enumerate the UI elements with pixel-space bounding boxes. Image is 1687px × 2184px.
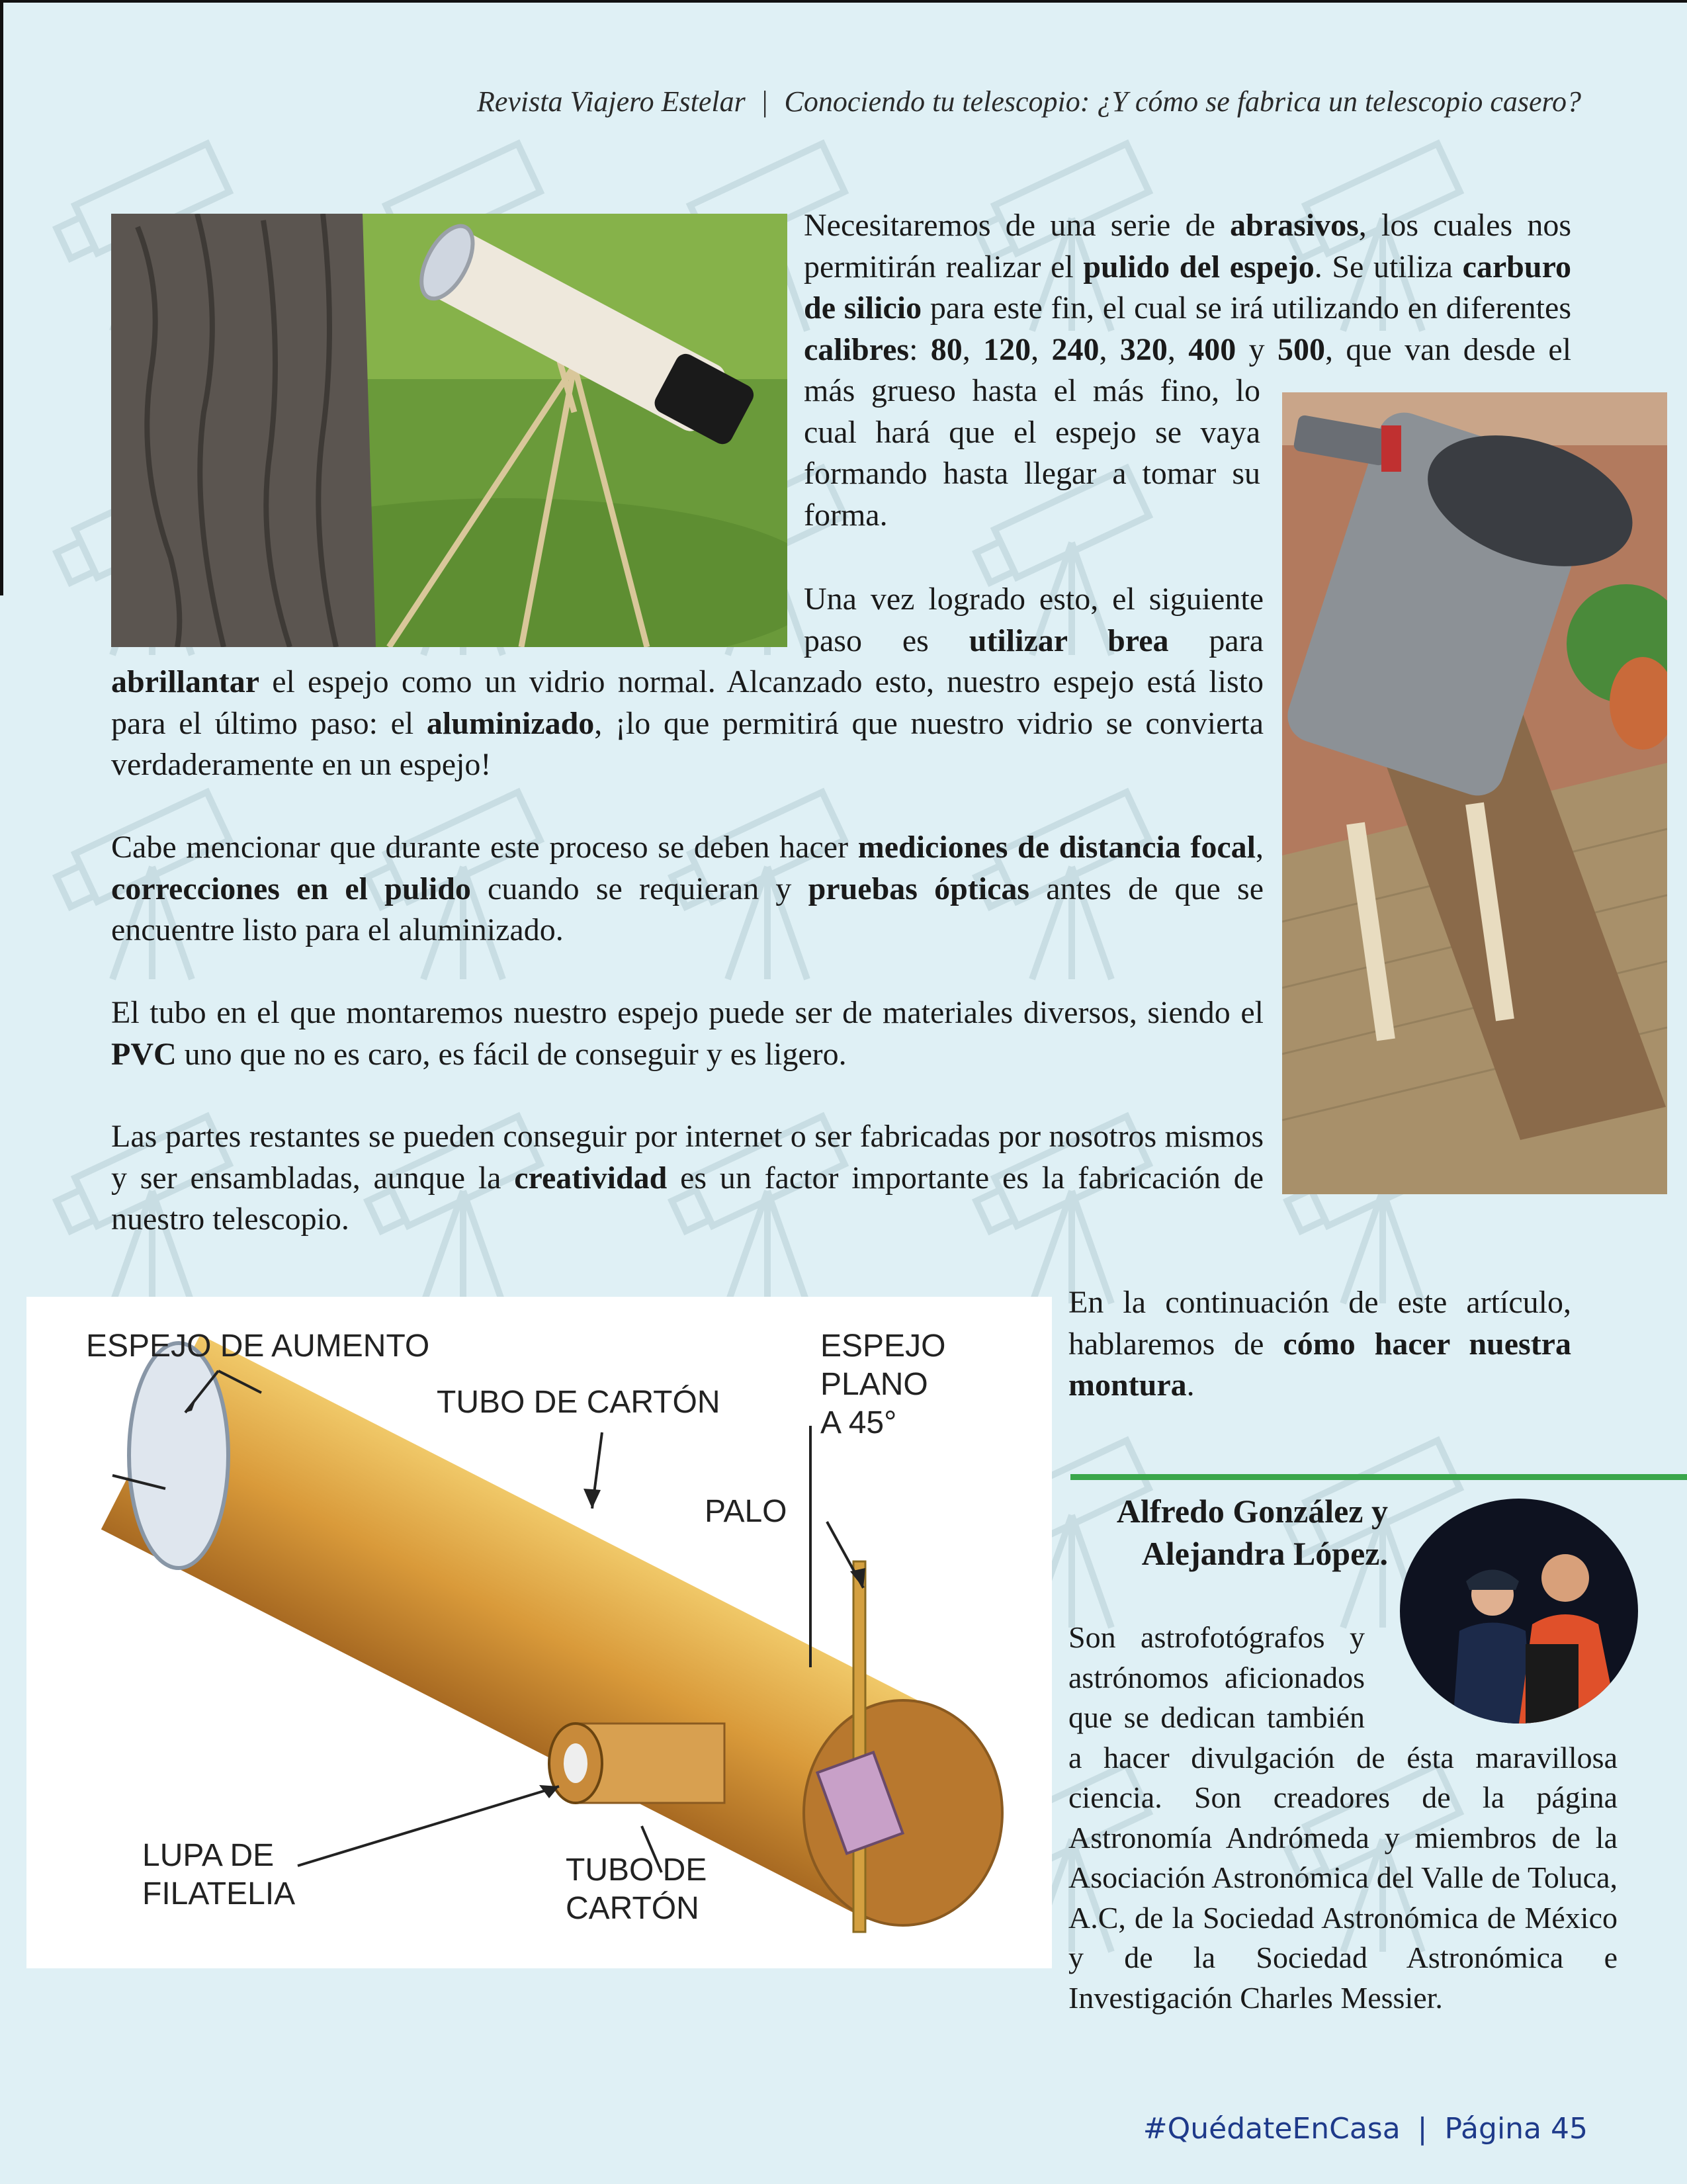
label-espejo-aumento: ESPEJO DE AUMENTO <box>86 1329 430 1364</box>
paragraph-continuacion: En la continuación de este artículo, hablaremos de cómo hacer nuestra montura. <box>1068 1285 1571 1403</box>
label-espejo-plano-3: A 45° <box>820 1405 897 1440</box>
label-palo: PALO <box>705 1494 787 1529</box>
stick-rod <box>853 1561 865 1932</box>
page-footer <box>1125 2112 1588 2146</box>
magazine-name: Revista Viajero Estelar <box>477 85 746 118</box>
label-tubo-carton-b1: TUBO DE <box>566 1853 707 1888</box>
diagram-cardboard-telescope <box>26 1297 1052 1968</box>
label-lupa-2: FILATELIA <box>142 1876 296 1911</box>
paragraph-abrillantar: Una vez logrado esto, el siguiente paso es utilizar brea para abrillantar el espejo como un vidrio normal. Alcanzado esto, nuestro espejo está listo para el último paso: el aluminizado, ¡lo que permitirá que nuestro vidrio se convierta verdaderamente en un espejo! <box>111 582 1264 782</box>
label-tubo-carton-b2: CARTÓN <box>566 1891 699 1926</box>
author-line-1: Alfredo González y <box>1116 1493 1388 1530</box>
hashtag: #QuédateEnCasa <box>1143 2112 1401 2146</box>
author-bio: Son astrofotógrafos y astrónomos aficionados que se dedican también a hacer divulgación de ésta maravillosa ciencia. Son creadores de la página Astronomía Andrómeda y miembros de la Asociación Astronómica del Valle de Toluca, A.C, de la Sociedad Astronómica de México y de la Sociedad Astronómica e Investigación Charles Messier. <box>1068 1620 1618 2015</box>
paragraph-partes-restantes: Las partes restantes se pueden conseguir por internet o ser fabricadas por nosotros mismos y ser ensambladas, aunque la creatividad es un factor importante es la fabricación de nuestro telescopio. <box>111 1119 1264 1237</box>
running-header <box>423 85 1581 118</box>
label-espejo-plano-1: ESPEJO <box>820 1329 946 1364</box>
author-names <box>1070 1490 1388 1575</box>
label-tubo-carton-top: TUBO DE CARTÓN <box>437 1385 720 1420</box>
label-lupa-1: LUPA DE <box>142 1838 275 1873</box>
section-divider <box>1070 1474 1687 1480</box>
page-number: Página 45 <box>1444 2112 1588 2146</box>
header-separator: | <box>761 85 768 118</box>
footer-separator: | <box>1417 2112 1428 2146</box>
paragraph-mediciones: Cabe mencionar que durante este proceso se deben hacer mediciones de distancia focal, correcciones en el pulido cuando se requieran y pruebas ópticas antes de que se encuentre listo para el aluminizado. <box>111 830 1264 947</box>
article-title: Conociendo tu telescopio: ¿Y cómo se fabrica un telescopio casero? <box>784 85 1581 118</box>
paragraph-tubo-pvc: El tubo en el que montaremos nuestro espejo puede ser de materiales diversos, siendo el PVC uno que no es caro, es fácil de conseguir y es ligero. <box>111 995 1264 1072</box>
label-espejo-plano-2: PLANO <box>820 1367 928 1402</box>
author-line-2: Alejandra López. <box>1141 1535 1388 1572</box>
paragraph-abrasivos-intro: Necesitaremos de una serie de abrasivos, los cuales nos permitirán realizar el pulido del espejo. Se utiliza carburo de silicio para este fin, el cual se irá utilizando en diferentes calibres: 80, 120, 240, 320, 400 y 500, que van desde el más grueso hasta el más fino, lo cual hará que el espejo se vaya formando hasta llegar a tomar su forma. <box>804 208 1572 533</box>
top-border <box>0 0 1687 3</box>
left-border <box>0 0 3 595</box>
